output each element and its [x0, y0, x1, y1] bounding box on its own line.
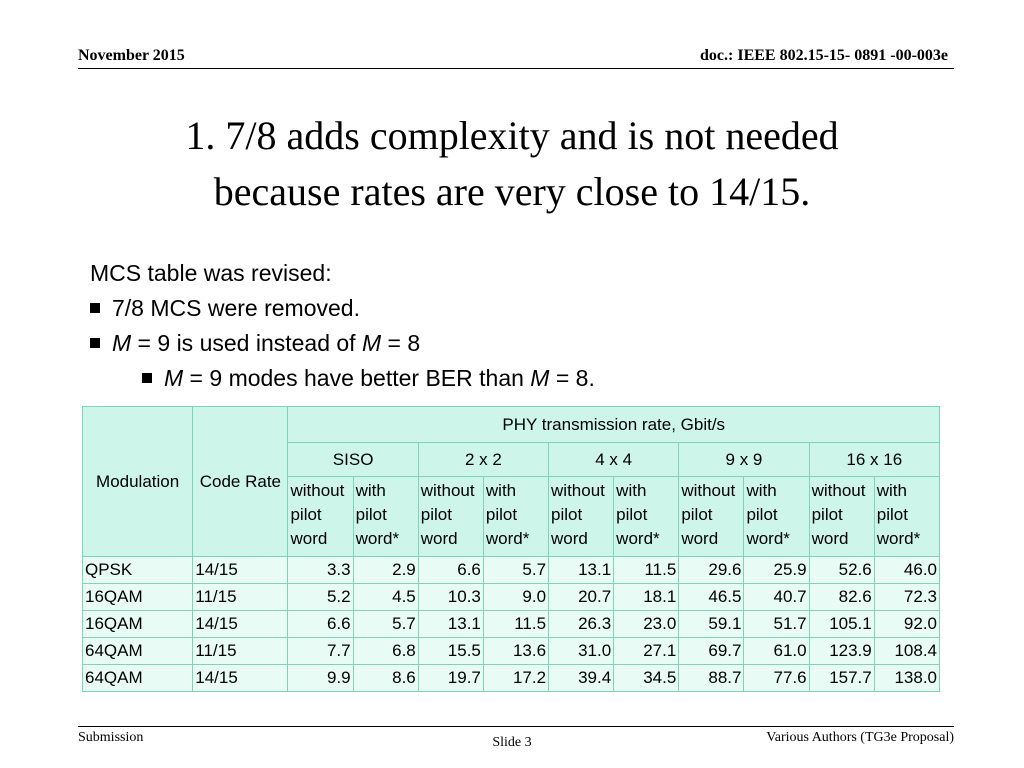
cell-rate-value: 13.1	[549, 557, 614, 584]
var-m: M	[112, 330, 132, 356]
header-with-pilot: with pilot word*	[353, 477, 418, 557]
slide-title	[0, 108, 1024, 220]
cell-rate-value: 69.7	[679, 638, 744, 665]
cell-rate-value: 20.7	[549, 584, 614, 611]
cell-rate-value: 34.5	[614, 665, 679, 692]
footer-submission: Submission	[78, 730, 144, 745]
header-with-pilot: with pilot word*	[744, 477, 809, 557]
cell-code-rate: 11/15	[193, 584, 288, 611]
cell-modulation: 16QAM	[83, 611, 193, 638]
square-bullet-icon	[90, 303, 100, 313]
cell-rate-value: 51.7	[744, 611, 809, 638]
cell-rate-value: 40.7	[744, 584, 809, 611]
header-without-pilot: without pilot word	[418, 477, 483, 557]
cell-rate-value: 29.6	[679, 557, 744, 584]
header-without-pilot: without pilot word	[809, 477, 874, 557]
cell-rate-value: 7.7	[288, 638, 353, 665]
header-code-rate: Code Rate	[193, 407, 288, 557]
mcs-table	[82, 406, 940, 692]
cell-rate-value: 157.7	[809, 665, 874, 692]
cell-code-rate: 14/15	[193, 611, 288, 638]
cell-rate-value: 5.2	[288, 584, 353, 611]
cell-rate-value: 15.5	[418, 638, 483, 665]
square-bullet-icon	[142, 373, 152, 383]
cell-rate-value: 27.1	[614, 638, 679, 665]
cell-modulation: QPSK	[83, 557, 193, 584]
cell-rate-value: 13.1	[418, 611, 483, 638]
table-row	[83, 584, 940, 611]
cell-rate-value: 46.0	[874, 557, 939, 584]
header-without-pilot: without pilot word	[549, 477, 614, 557]
header-group: 4 x 4	[549, 443, 679, 477]
cell-rate-value: 82.6	[809, 584, 874, 611]
cell-rate-value: 13.6	[483, 638, 548, 665]
cell-rate-value: 92.0	[874, 611, 939, 638]
header-group: 2 x 2	[418, 443, 548, 477]
table-row	[83, 611, 940, 638]
cell-modulation: 64QAM	[83, 665, 193, 692]
cell-rate-value: 23.0	[614, 611, 679, 638]
cell-rate-value: 19.7	[418, 665, 483, 692]
cell-rate-value: 9.0	[483, 584, 548, 611]
header-with-pilot: with pilot word*	[874, 477, 939, 557]
footer-slide-number: Slide 3	[492, 735, 532, 750]
cell-rate-value: 26.3	[549, 611, 614, 638]
cell-code-rate: 14/15	[193, 665, 288, 692]
body-text	[90, 256, 595, 396]
cell-rate-value: 9.9	[288, 665, 353, 692]
bullet-item-1	[90, 291, 595, 326]
cell-rate-value: 10.3	[418, 584, 483, 611]
cell-rate-value: 6.6	[288, 611, 353, 638]
cell-rate-value: 105.1	[809, 611, 874, 638]
cell-rate-value: 46.5	[679, 584, 744, 611]
cell-rate-value: 6.8	[353, 638, 418, 665]
cell-rate-value: 3.3	[288, 557, 353, 584]
header-divider	[78, 68, 954, 69]
table-row	[83, 638, 940, 665]
square-bullet-icon	[90, 338, 100, 348]
header-with-pilot: with pilot word*	[614, 477, 679, 557]
slide-title-line2: because rates are very close to 14/15.	[213, 169, 811, 214]
cell-rate-value: 72.3	[874, 584, 939, 611]
cell-rate-value: 59.1	[679, 611, 744, 638]
cell-rate-value: 25.9	[744, 557, 809, 584]
cell-code-rate: 14/15	[193, 557, 288, 584]
cell-rate-value: 8.6	[353, 665, 418, 692]
header-with-pilot: with pilot word*	[483, 477, 548, 557]
bullet-item-2	[90, 326, 595, 361]
bullet-text-3b: = 8.	[549, 365, 595, 391]
bullet-text-3a: = 9 modes have better BER than	[183, 365, 531, 391]
header-without-pilot: without pilot word	[679, 477, 744, 557]
table-row	[83, 557, 940, 584]
cell-rate-value: 31.0	[549, 638, 614, 665]
cell-rate-value: 108.4	[874, 638, 939, 665]
bullet-text-1: 7/8 MCS were removed.	[112, 295, 360, 321]
cell-rate-value: 88.7	[679, 665, 744, 692]
cell-rate-value: 6.6	[418, 557, 483, 584]
bullet-text-2a: = 9 is used instead of	[131, 330, 362, 356]
var-m: M	[530, 365, 550, 391]
header-group: 16 x 16	[809, 443, 939, 477]
cell-modulation: 64QAM	[83, 638, 193, 665]
header-date: November 2015	[78, 47, 185, 64]
cell-rate-value: 17.2	[483, 665, 548, 692]
cell-code-rate: 11/15	[193, 638, 288, 665]
cell-rate-value: 11.5	[614, 557, 679, 584]
cell-rate-value: 39.4	[549, 665, 614, 692]
cell-rate-value: 138.0	[874, 665, 939, 692]
var-m: M	[164, 365, 184, 391]
cell-rate-value: 77.6	[744, 665, 809, 692]
table-row	[83, 665, 940, 692]
slide-title-line1: 1. 7/8 adds complexity and is not needed	[185, 113, 839, 158]
var-m: M	[361, 330, 382, 356]
cell-rate-value: 4.5	[353, 584, 418, 611]
cell-rate-value: 18.1	[614, 584, 679, 611]
footer-divider	[78, 726, 954, 727]
cell-rate-value: 2.9	[353, 557, 418, 584]
bullet-text-2b: = 8	[381, 330, 421, 356]
cell-rate-value: 5.7	[353, 611, 418, 638]
header-modulation: Modulation	[83, 407, 193, 557]
cell-rate-value: 52.6	[809, 557, 874, 584]
header-group: SISO	[288, 443, 418, 477]
cell-rate-value: 11.5	[483, 611, 548, 638]
cell-modulation: 16QAM	[83, 584, 193, 611]
footer-authors: Various Authors (TG3e Proposal)	[766, 730, 954, 745]
header-doc-id: doc.: IEEE 802.15-15- 0891 -00-003e	[700, 47, 948, 64]
header-phy-rate: PHY transmission rate, Gbit/s	[288, 407, 940, 443]
body-intro: MCS table was revised:	[90, 260, 332, 286]
bullet-item-3	[142, 361, 595, 396]
header-group: 9 x 9	[679, 443, 809, 477]
cell-rate-value: 123.9	[809, 638, 874, 665]
cell-rate-value: 5.7	[483, 557, 548, 584]
header-without-pilot: without pilot word	[288, 477, 353, 557]
cell-rate-value: 61.0	[744, 638, 809, 665]
